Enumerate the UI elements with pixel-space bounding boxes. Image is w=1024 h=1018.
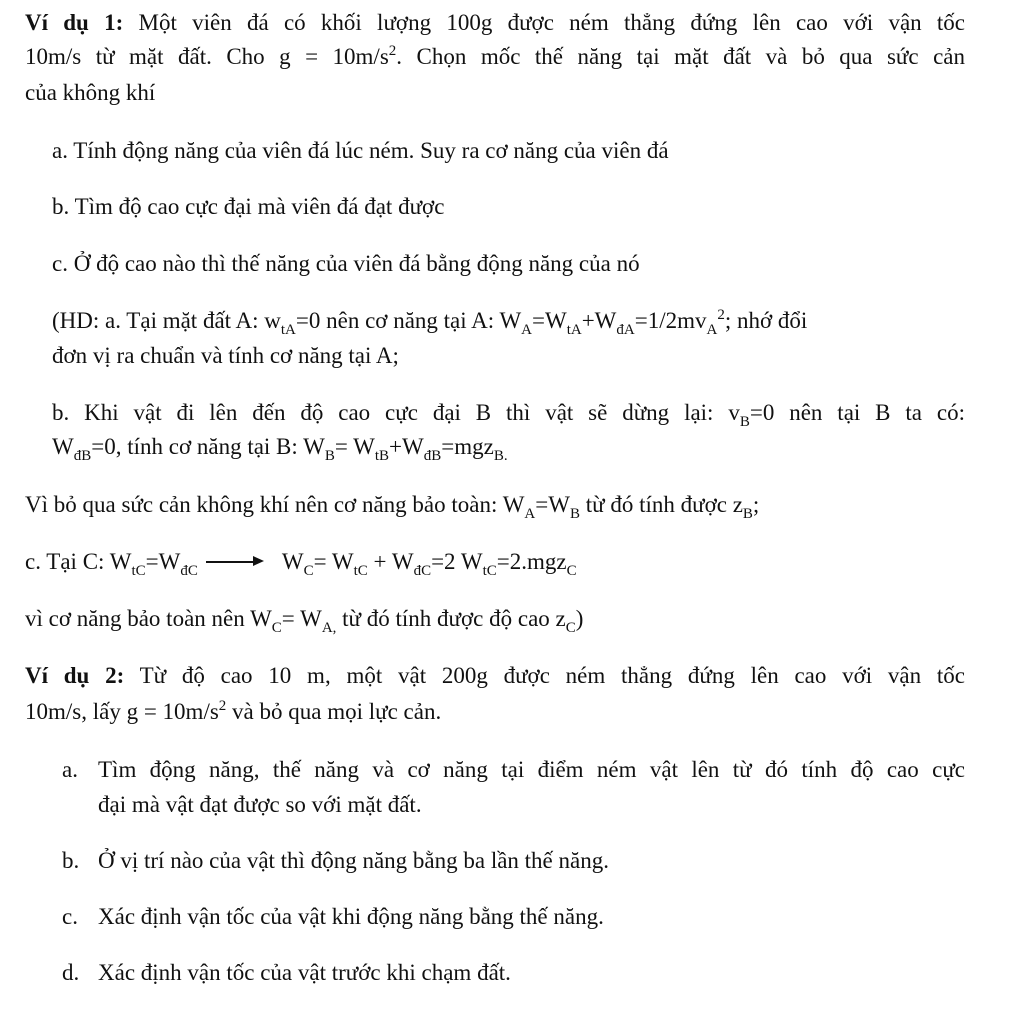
ex2-item-a-text: Tìm động năng, thế năng và cơ năng tại điểm ném vật lên từ đó tính độ cao cực bbox=[98, 757, 965, 782]
ex2-item-d: d. Xác định vận tốc của vật trước khi chạm đất. bbox=[62, 960, 511, 985]
ex1-line-3: của không khí bbox=[25, 80, 156, 105]
ex2-item-b: b. Ở vị trí nào của vật thì động năng bằng ba lần thế năng. bbox=[62, 848, 609, 873]
ex1-text-1: Một viên đá có khối lượng 100g được ném thẳng đứng lên cao với vận tốc bbox=[123, 10, 966, 35]
hint-b-line-2: $W_{đB}=0$, tính cơ năng tại B: $W_B= W_{tB}+W_{đB}=mgz_{B.}$ bbox=[52, 434, 508, 464]
ex1-label: Ví dụ 1: bbox=[25, 10, 124, 35]
ex1-question-b: b. Tìm độ cao cực đại mà viên đá đạt được bbox=[52, 194, 445, 219]
hint-a-line-1: (HD: a. Tại mặt đất A: $w_{tA}=0$ nên cơ năng tại A: $W_A=W_{tA}+W_{đA}=1/2mv_A^2$; nhớ đổi bbox=[52, 307, 808, 338]
ex1-question-c: c. Ở độ cao nào thì thế năng của viên đá bằng động năng của nó bbox=[52, 251, 640, 276]
ex2-item-a bbox=[62, 755, 965, 785]
ex1-text-2b: . Chọn mốc thế năng tại mặt đất và bỏ qua sức cản bbox=[396, 44, 965, 69]
hint-a-line-2: đơn vị ra chuẩn và tính cơ năng tại A; bbox=[52, 343, 399, 368]
ex2-label: Ví dụ 2: bbox=[25, 663, 125, 688]
hint-conservation: Vì bỏ qua sức cản không khí nên cơ năng bảo toàn: $W_A=W_B$ từ đó tính được $z_B$; bbox=[25, 492, 760, 522]
ex1-sup: 2 bbox=[388, 43, 397, 59]
ex2-text-1: Từ độ cao 10 m, một vật 200g được ném thẳng đứng lên cao với vận tốc bbox=[124, 663, 965, 688]
hint-d-line: vì cơ năng bảo toàn nên $W_C= W_{A,}$ từ đó tính được độ cao $z_C$) bbox=[25, 606, 584, 636]
ex2-item-c: c. Xác định vận tốc của vật khi động năng bằng thế năng. bbox=[62, 904, 604, 929]
ex2-line-1 bbox=[25, 661, 965, 691]
ex1-line-2 bbox=[25, 42, 965, 72]
ex2-item-a-number: a. bbox=[62, 757, 78, 782]
ex2-line-2: 10m/s, lấy $g = 10m/s^2$ và bỏ qua mọi lực cản. bbox=[25, 698, 442, 724]
ex1-question-a: a. Tính động năng của viên đá lúc ném. Suy ra cơ năng của viên đá bbox=[52, 138, 669, 163]
ex1-text-2a: 10m/s từ mặt đất. Cho g = 10m/s bbox=[25, 44, 389, 69]
ex2-item-a-line-2: đại mà vật đạt được so với mặt đất. bbox=[98, 792, 422, 817]
hint-b-line-1: b. Khi vật đi lên đến độ cao cực đại B thì vật sẽ dừng lại: $v_B=0$ nên tại B ta có: bbox=[52, 400, 965, 430]
ex1-line-1 bbox=[25, 8, 965, 38]
hint-c-line: c. Tại C: $W_{tC}=W_{đC}$ $W_C= W_{tC} + W_{đC}=2$ $W_{tC}=2.mgz_C$ bbox=[25, 549, 577, 579]
right-arrow-icon bbox=[206, 555, 264, 567]
